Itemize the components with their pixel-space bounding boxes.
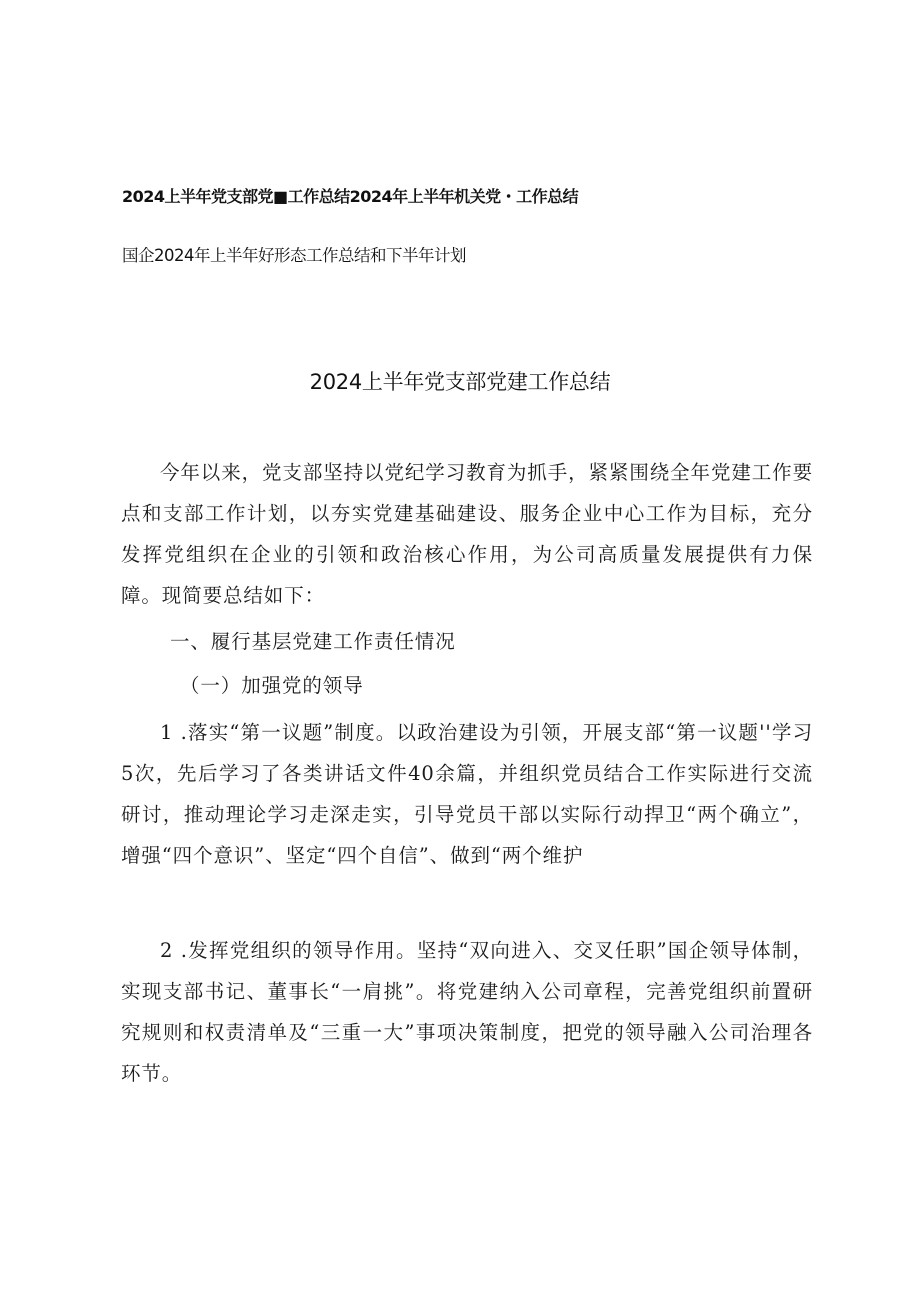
item-2-paragraph: 2 .发挥党组织的领导作用。坚持“双向进入、交叉任职”国企领导体制，实现支部书记、董事长“一肩挑”。将党建纳入公司章程，完善党组织前置研究规则和权责清单及“三重一大”事项决策制度，把党的领导融入公司治理各环节。 [121,939,813,1085]
section-1-heading: 一、履行基层党建工作责任情况 [170,630,456,653]
document-title: 2024上半年党支部党建工作总结 [309,370,611,394]
item-1-paragraph: 1 .落实“第一议题”制度。以政治建设为引领，开展支部“第一议题''学习5次，先后学习了各类讲话文件40余篇，并组织党员结合工作实际进行交流研讨，推动理论学习走深走实，引导党员干部以实际行动捍卫“两个确立”，增强“四个意识”、坚定“四个自信”、做到“两个维护 [121,721,813,867]
header-line-1: 2024上半年党支部党■工作总结2024年上半年机关党・工作总结 [122,187,579,206]
subsection-1-heading: （一）加强党的领导 [180,674,364,697]
header-line-2: 国企2024年上半年好形态工作总结和下半年计划 [122,246,466,265]
intro-paragraph: 今年以来，党支部坚持以党纪学习教育为抓手，紧紧围绕全年党建工作要点和支部工作计划，以夯实党建基础建设、服务企业中心工作为目标，充分发挥党组织在企业的引领和政治核心作用，为公司高质量发展提供有力保障。现简要总结如下： [121,461,813,607]
